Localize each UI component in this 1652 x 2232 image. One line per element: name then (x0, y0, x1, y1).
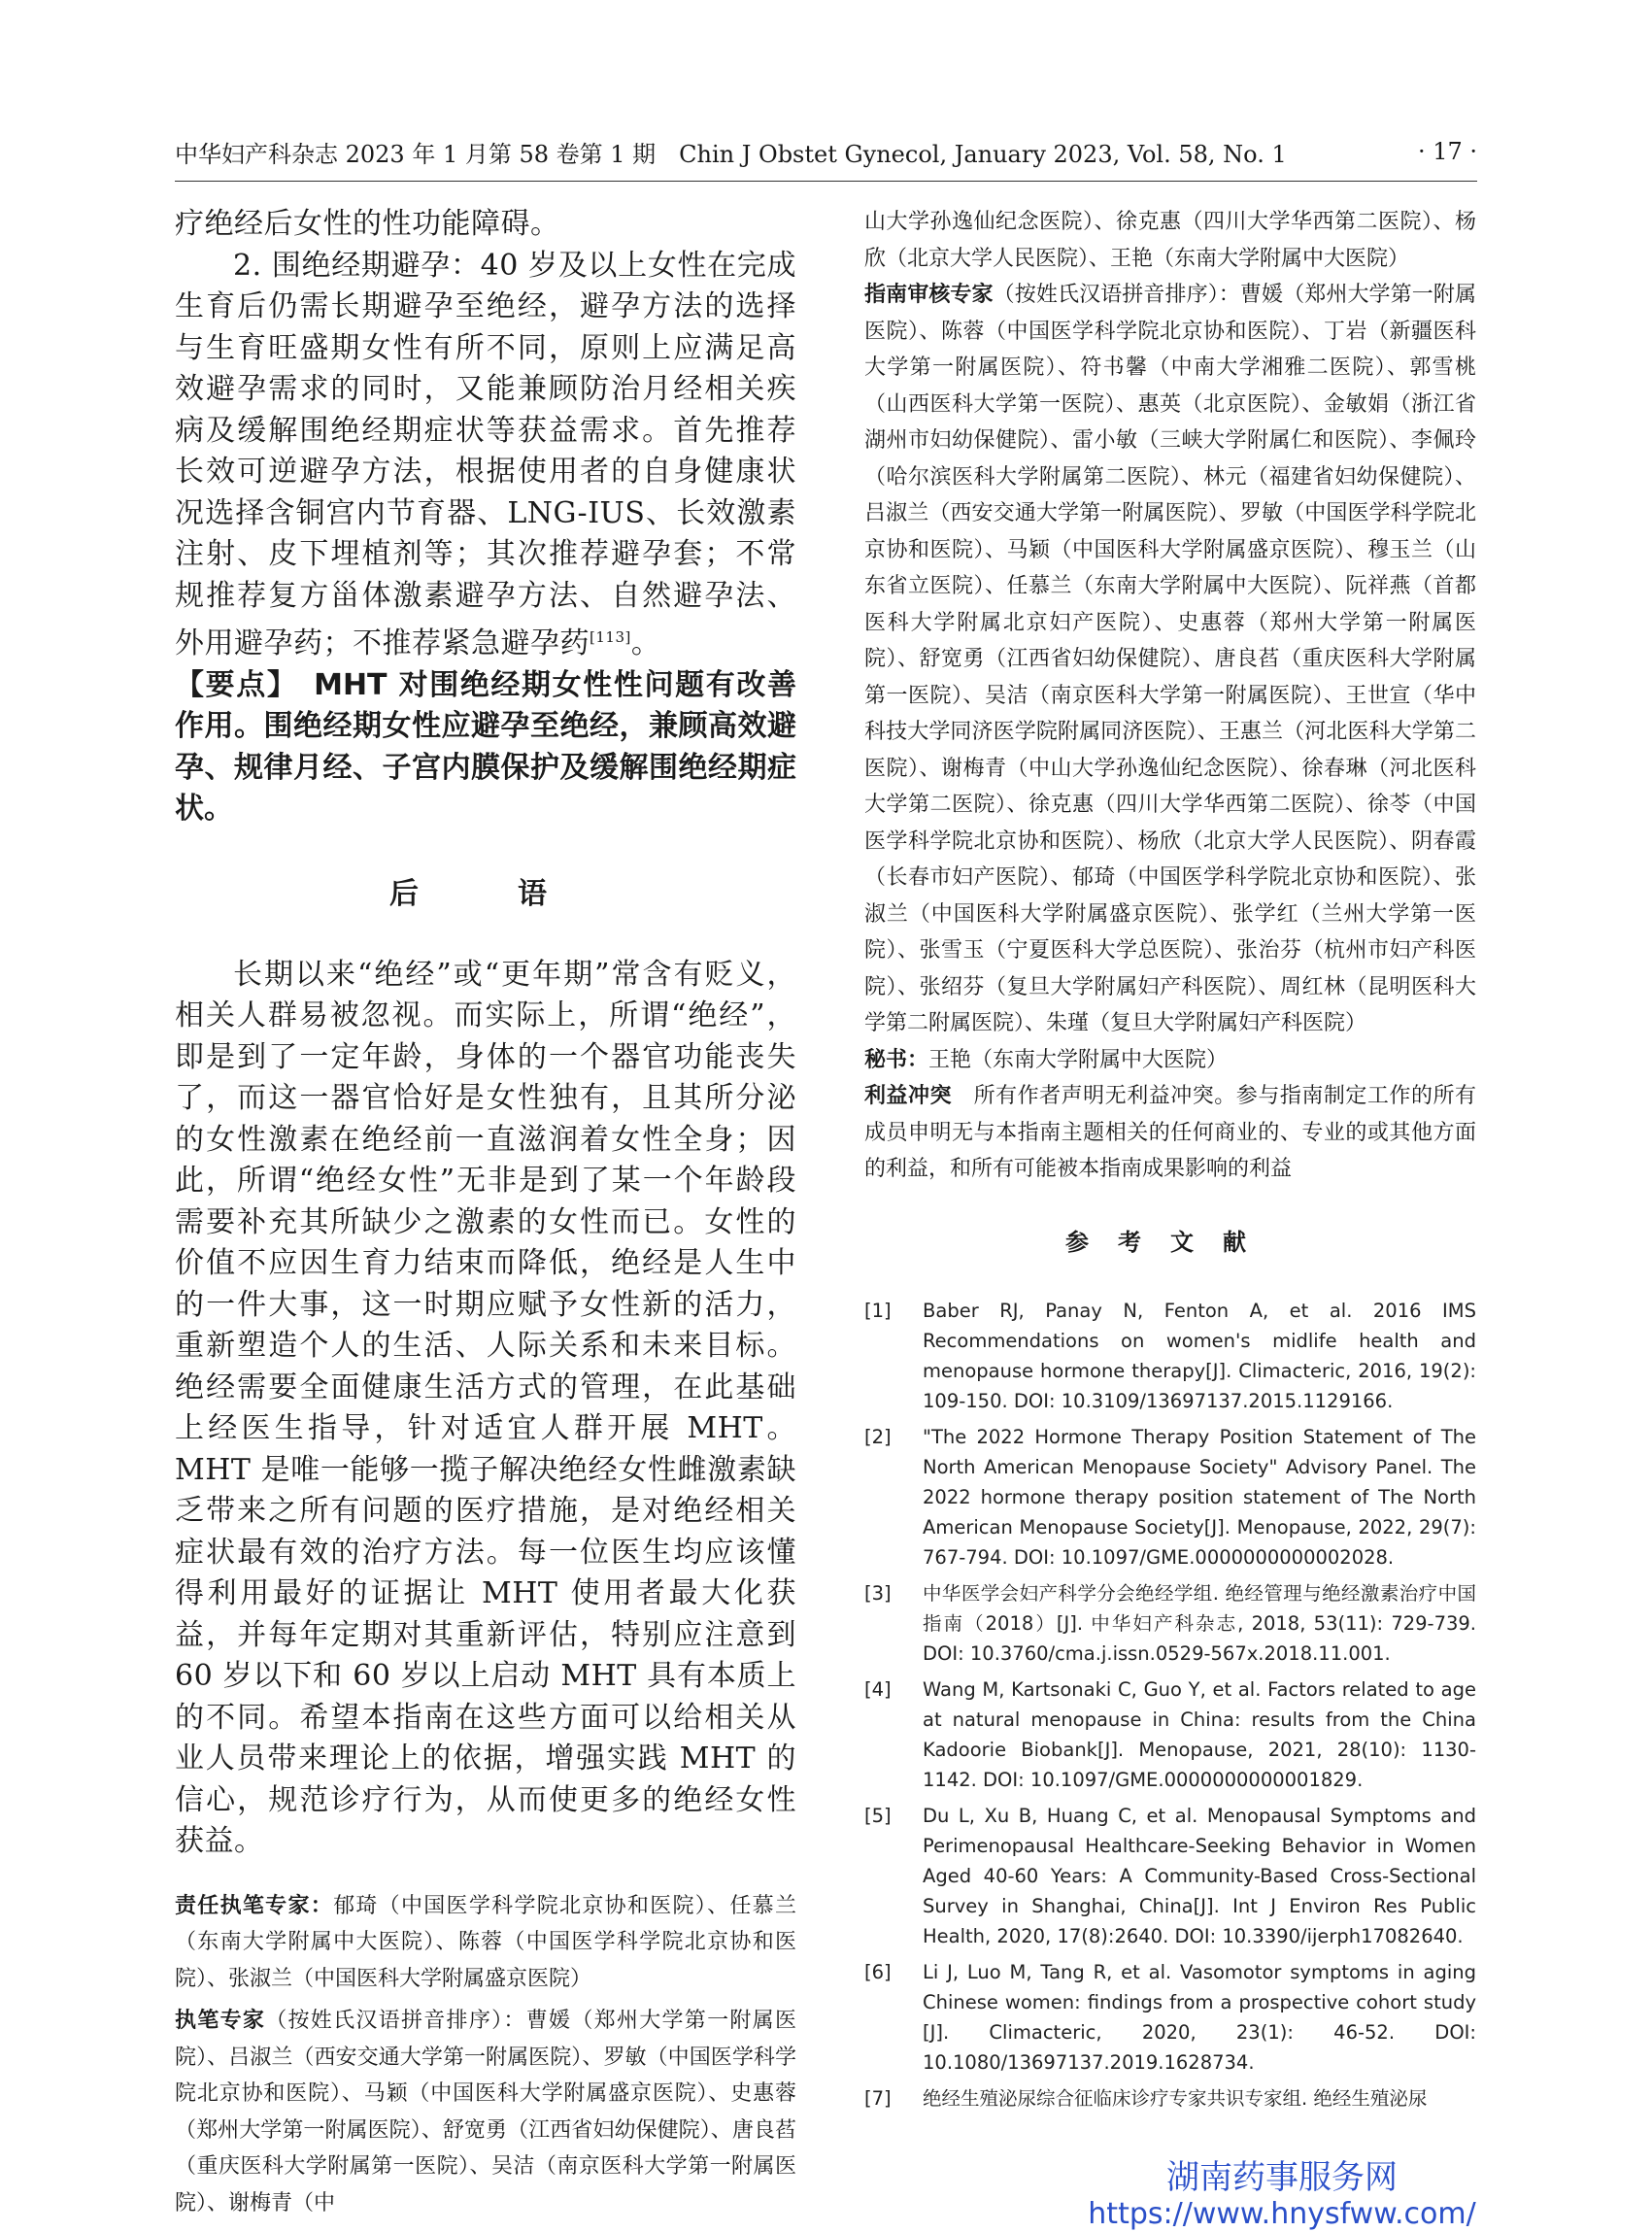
reference-text: "The 2022 Hormone Therapy Position Statement of The North American Menopause Society" Advisory Panel. The 2022 hormone therapy position statement of The North American Menopause Society[J]. Menopause, 2022, 29(7): 767-794. DOI: 10.1097/GME.0000000000002028. (923, 1425, 1476, 1569)
review-experts-label: 指南审核专家 (864, 283, 994, 307)
journal-header (175, 132, 1477, 171)
key-point-box: 【要点】 MHT 对围绝经期女性性问题有改善作用。围绝经期女性应避孕至绝经，兼顾高效避孕、规律月经、子宫内膜保护及缓解围绝经期症状。 (175, 667, 796, 826)
paragraph-continuation: 疗绝经后女性的性功能障碍。 (175, 207, 560, 241)
secretary-text: 王艳（东南大学附属中大医院） (928, 1047, 1229, 1072)
reference-text: Baber RJ, Panay N, Fenton A, et al. 2016 IMS Recommendations on women's midlife health and menopause hormone therapy[J]. Climacteric, 2016, 19(2): 109-150. DOI: 10.3109/13697137.2015.1129166. (923, 1299, 1476, 1412)
reference-item (864, 1674, 1476, 1795)
secretary-label: 秘书： (864, 1047, 929, 1072)
conflict-statement (864, 1078, 1476, 1188)
reference-item (864, 1578, 1476, 1669)
writing-experts-cont: 山大学孙逸仙纪念医院）、徐克惠（四川大学华西第二医院）、杨欣（北京大学人民医院）、王艳（东南大学附属中大医院） (864, 210, 1476, 271)
reference-item (864, 1422, 1476, 1573)
lead-authors (175, 1888, 796, 1998)
reference-number: [7] (864, 2086, 892, 2110)
lead-authors-text: 郁琦（中国医学科学院北京协和医院）、任慕兰（东南大学附属中大医院）、陈蓉（中国医学科学院北京协和医院）、张淑兰（中国医科大学附属盛京医院） (175, 1893, 796, 1991)
reference-number: [4] (864, 1677, 892, 1701)
reference-text: Wang M, Kartsonaki C, Guo Y, et al. Factors related to age at natural menopause in China: results from the China Kadoorie Biobank[J]. Menopause, 2021, 28(10): 1130-1142. DOI: 10.1097/GME.0000000000001829. (923, 1677, 1476, 1791)
paragraph-end: 。 (630, 626, 661, 660)
references-heading: 参考文献 (1065, 1228, 1275, 1256)
reference-number: [3] (864, 1581, 892, 1605)
reference-text: 中华医学会妇产科学分会绝经学组. 绝经管理与绝经激素治疗中国指南（2018）[J]. 中华妇产科杂志, 2018, 53(11): 729-739. DOI: 10.3760/cma.j.issn.0529-567x.2018.11.001. (923, 1581, 1476, 1665)
afterword-heading: 后 语 (389, 876, 582, 911)
reference-number: [2] (864, 1425, 892, 1448)
conflict-label: 利益冲突 (864, 1084, 953, 1108)
watermark-title: 湖南药事服务网 (1166, 2158, 1398, 2197)
paragraph-contraception-text: 2. 围绝经期避孕：40 岁及以上女性在完成生育后仍需长期避孕至绝经，避孕方法的选择与生育旺盛期女性有所不同，原则上应满足高效避孕需求的同时，又能兼顾防治月经相关疾病及缓解围绝经期症状等获益需求。首先推荐长效可逆避孕方法，根据使用者的自身健康状况选择含铜宫内节育器、LNG-IUS、长效激素注射、皮下埋植剂等；其次推荐避孕套；不常规推荐复方甾体激素避孕方法、自然避孕法、外用避孕药；不推荐紧急避孕药 (175, 248, 796, 660)
reference-item (864, 1296, 1476, 1416)
reference-number: [6] (864, 1960, 892, 1983)
review-experts-text: （按姓氏汉语拼音排序）：曹媛（郑州大学第一附属医院）、陈蓉（中国医学科学院北京协和医院）、丁岩（新疆医科大学第一附属医院）、符书馨（中南大学湘雅二医院）、郭雪桃（山西医科大学第一医院）、惠英（北京医院）、金敏娟（浙江省湖州市妇幼保健院）、雷小敏（三峡大学附属仁和医院）、李佩玲（哈尔滨医科大学附属第二医院）、林元（福建省妇幼保健院）、吕淑兰（西安交通大学第一附属医院）、罗敏（中国医学科学院北京协和医院）、马颖（中国医科大学附属盛京医院）、穆玉兰（山东省立医院）、任慕兰（东南大学附属中大医院）、阮祥燕（首都医科大学附属北京妇产医院）、史惠蓉（郑州大学第一附属医院）、舒宽勇（江西省妇幼保健院）、唐良萏（重庆医科大学附属第一医院）、吴洁（南京医科大学第一附属医院）、王世宣（华中科技大学同济医学院附属同济医院）、王惠兰（河北医科大学第二医院）、谢梅青（中山大学孙逸仙纪念医院）、徐春琳（河北医科大学第二医院）、徐克惠（四川大学华西第二医院）、徐苓（中国医学科学院北京协和医院）、杨欣（北京大学人民医院）、阴春霞（长春市妇产医院）、郁琦（中国医学科学院北京协和医院）、张淑兰（中国医科大学附属盛京医院）、张学红（兰州大学第一医院）、张雪玉（宁夏医科大学总医院）、张治芬（杭州市妇产科医院）、张绍芬（复旦大学附属妇产科医院）、周红林（昆明医科大学第二附属医院）、朱瑾（复旦大学附属妇产科医院） (864, 283, 1476, 1035)
secretary (864, 1042, 1476, 1079)
paragraph-contraception (175, 246, 796, 665)
page-number: · 17 · (1417, 138, 1477, 165)
reference-item (864, 2083, 1476, 2114)
conflict-text: 所有作者声明无利益冲突。参与指南制定工作的所有成员申明无与本指南主题相关的任何商业的、专业的或其他方面的利益，和所有可能被本指南成果影响的利益 (864, 1084, 1476, 1181)
left-column (175, 204, 796, 2221)
writing-experts-label: 执笔专家 (175, 2009, 266, 2033)
reference-text: Li J, Luo M, Tang R, et al. Vasomotor symptoms in aging Chinese women: findings from a prospective cohort study [J]. Climacteric, 2020, 23(1): 46-52. DOI: 10.1080/13697137.2019.1628734. (923, 1960, 1476, 2074)
watermark (1078, 2158, 1486, 2232)
reference-list (864, 1296, 1476, 2114)
lead-authors-label: 责任执笔专家： (175, 1893, 334, 1918)
reference-text: Du L, Xu B, Huang C, et al. Menopausal Symptoms and Perimenopausal Healthcare-Seeking Behavior in Women Aged 40-60 Years: A Community-Based Cross-Sectional Survey in Shanghai, China[J]. Int J Environ Res Public Health, 2020, 17(8):2640. DOI: 10.3390/ijerph17082640. (923, 1804, 1476, 1947)
right-column (864, 204, 1476, 2119)
writing-experts (175, 2003, 796, 2221)
watermark-url: https://www.hnysfww.com/ (1088, 2197, 1476, 2231)
reference-text: 绝经生殖泌尿综合征临床诊疗专家共识专家组. 绝经生殖泌尿 (923, 2086, 1428, 2110)
reference-item (864, 1957, 1476, 2078)
reference-number: [5] (864, 1804, 892, 1827)
header-divider (175, 181, 1477, 182)
citation-113: [113] (590, 628, 631, 646)
afterword-paragraph: 长期以来“绝经”或“更年期”常含有贬义，相关人群易被忽视。而实际上，所谓“绝经”，即是到了一定年龄，身体的一个器官功能丧失了，而这一器官恰好是女性独有，且其所分泌的女性激素在绝经前一直滋润着女性全身；因此，所谓“绝经女性”无非是到了某一个年龄段需要补充其所缺少之激素的女性而已。女性的价值不应因生育力结束而降低，绝经是人生中的一件大事，这一时期应赋予女性新的活力，重新塑造个人的生活、人际关系和未来目标。绝经需要全面健康生活方式的管理，在此基础上经医生指导，针对适宜人群开展 MHT。MHT 是唯一能够一揽子解决绝经女性雌激素缺乏带来之所有问题的医疗措施，是对绝经相关症状最有效的治疗方法。每一位医生均应该懂得利用最好的证据让 MHT 使用者最大化获益，并每年定期对其重新评估，特别应注意到 60 岁以下和 60 岁以上启动 MHT 具有本质上的不同。希望本指南在这些方面可以给相关从业人员带来理论上的依据，增强实践 MHT 的信心，规范诊疗行为，从而使更多的绝经女性获益。 (175, 957, 796, 1858)
reference-item (864, 1801, 1476, 1951)
journal-citation: 中华妇产科杂志 2023 年 1 月第 58 卷第 1 期 Chin J Obstet Gynecol, January 2023, Vol. 58, No. 1 (175, 140, 1287, 168)
writing-experts-text: （按姓氏汉语拼音排序）：曹媛（郑州大学第一附属医院）、吕淑兰（西安交通大学第一附属医院）、罗敏（中国医学科学院北京协和医院）、马颖（中国医科大学附属盛京医院）、史惠蓉（郑州大学第一附属医院）、舒宽勇（江西省妇幼保健院）、唐良萏（重庆医科大学附属第一医院）、吴洁（南京医科大学第一附属医院）、谢梅青（中 (175, 2009, 796, 2215)
review-experts (864, 277, 1476, 1042)
reference-number: [1] (864, 1299, 892, 1322)
